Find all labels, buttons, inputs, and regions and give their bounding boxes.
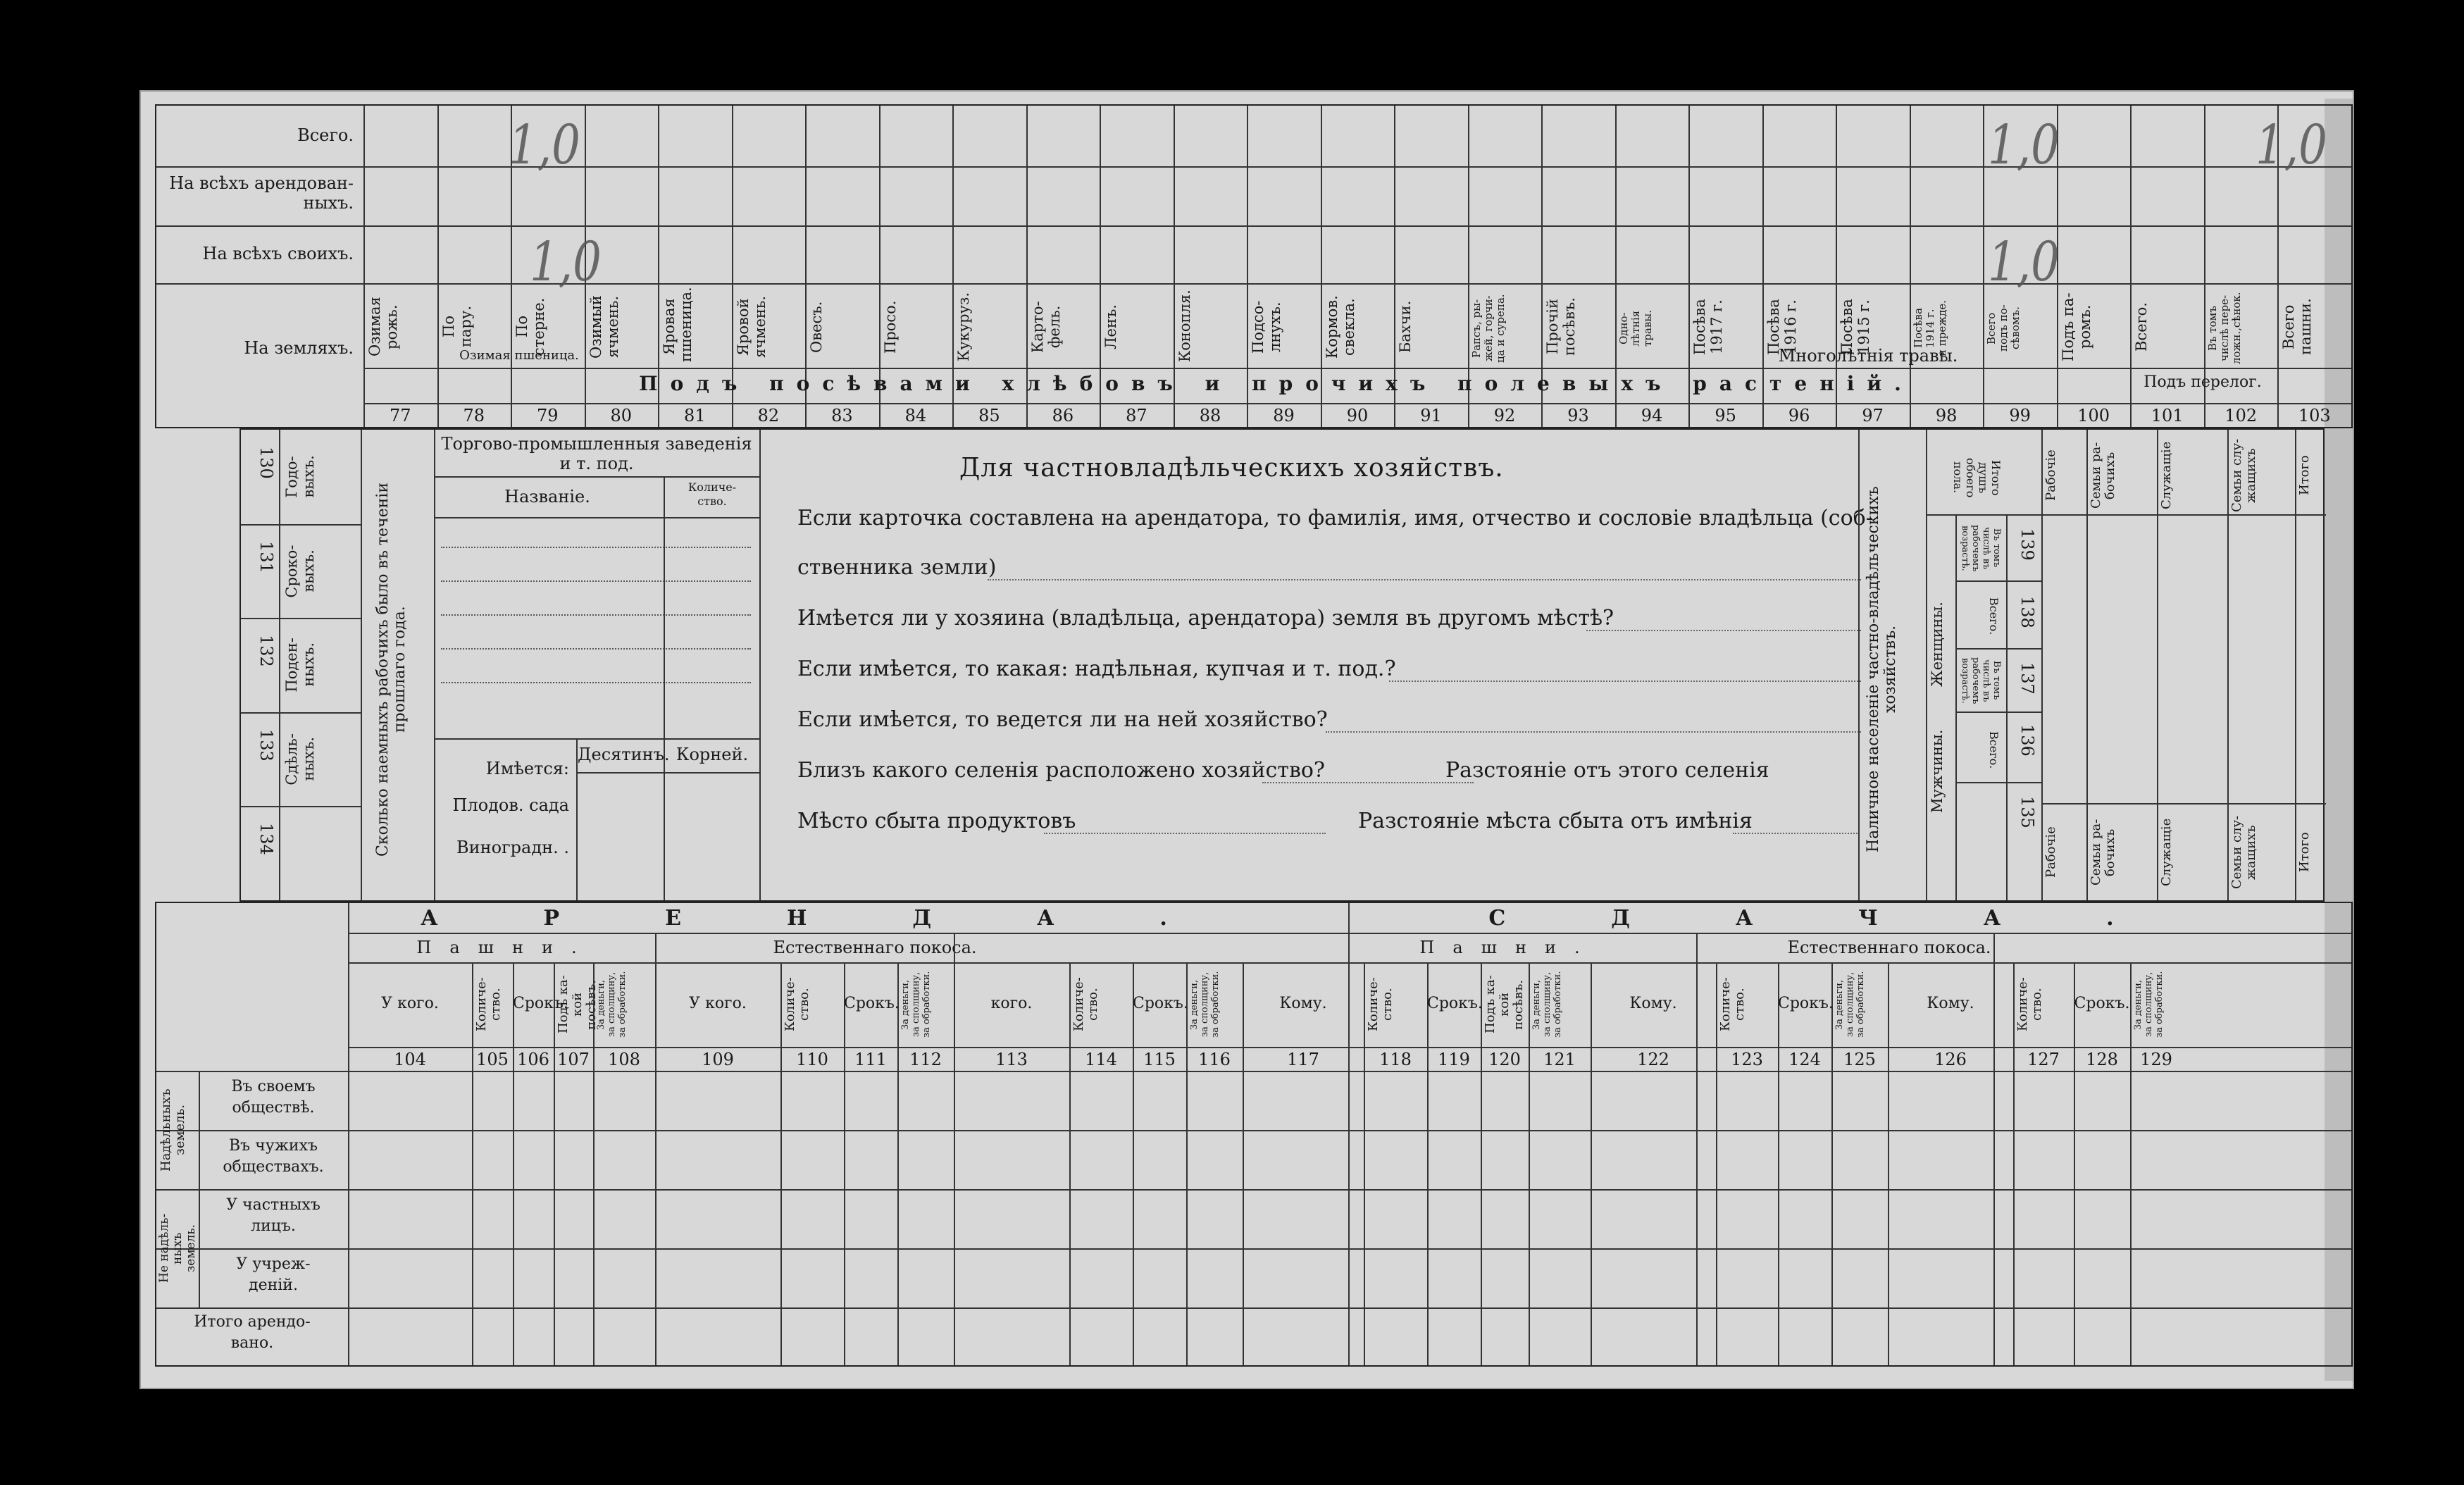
column-number: 84 [904,406,927,425]
column-header: Рапсъ, ры- жей, горчи- ца и сурепа. [1469,294,1507,363]
plodov-sada-label: Плодов. сада [452,795,569,815]
column-line [897,962,899,1365]
column-number: 119 [1438,1050,1470,1069]
column-header: Конопля. [1176,290,1193,362]
row-label-svoikh: На всѣхъ своихъ. [202,244,354,263]
column-number: 103 [2298,406,2331,425]
column-number: 83 [831,406,853,425]
column-number: 107 [557,1050,590,1069]
column-header: Всего пашни. [2280,298,2315,356]
column-number: 95 [1715,406,1736,425]
column-header: Посѣва 1916 г. [1765,299,1799,355]
question-village: Близъ какого селенiя расположено хозяйство? [797,758,1325,783]
column-header: Озимая рожь. [366,297,400,357]
row-label: Сроко- выхъ. [283,544,317,597]
column-header: Яровая пшеница. [661,287,695,362]
column-number: 113 [995,1050,1028,1069]
estestv-sdacha: Естественнаго покоса. [1787,938,1991,957]
population-footer: Семьи ра- бочихъ [2089,819,2117,886]
question-land-type: Если имѣется, то какая: надѣльная, купчая и т. под.? [797,657,1396,681]
column-header: Срокъ. [1427,995,1483,1012]
column-header: Срокъ. [844,995,900,1012]
column-line [1427,962,1429,1365]
korney-header: Корней. [676,745,749,764]
v-tom-rab-women: Въ томъ числѣ въ рабочемъ возрастѣ. [1960,524,2002,572]
handwritten-value: 1,0 [2255,114,2327,178]
column-line [363,106,365,427]
column-header: По пару. [440,306,474,348]
row-label: Годо- выхъ. [283,455,317,499]
column-header: Подъ па- ромъ. [2059,292,2093,361]
column-line [780,962,782,1365]
column-line [1186,962,1188,1365]
column-header: Количе- ство. [474,977,503,1032]
nalichnoe-naselenie-label: Наличное населенiе частно-владѣльческихъ хозяйствъ. [1865,486,1899,852]
population-header: Служащiе [2159,441,2174,510]
handwritten-value: 1,0 [530,231,602,294]
column-header: Срокъ. [513,995,568,1012]
column-line [2013,962,2015,1365]
column-header: За деньги, за сполщину, за обработки. [2133,971,2165,1038]
column-number: 89 [1273,406,1295,425]
column-header: За деньги, за сполщину, за обработки. [900,971,932,1038]
row-label-na-zemlyakh: На земляхъ. [244,338,354,358]
divider [241,806,361,807]
column-line [2074,962,2075,1365]
v-tom-rab-men: Въ томъ числѣ въ рабочемъ возрастѣ. [1960,657,2002,704]
column-header: Овесъ. [808,301,826,353]
column-number: 90 [1346,406,1369,425]
column-number: 104 [394,1050,426,1069]
column-number: 92 [1493,406,1516,425]
column-line [593,962,595,1365]
column-number: 78 [463,406,485,425]
column-header: Количе- ство. [1366,977,1395,1032]
column-number: 108 [608,1050,640,1069]
population-header: Рабочiе [2043,449,2058,502]
column-line [1831,962,1833,1365]
column-line [1364,962,1365,1365]
col-number: 136 [2017,724,2037,757]
column-line [1481,962,1482,1365]
row-label [283,813,356,893]
column-header: Всего. [2133,302,2151,352]
divider [241,618,361,619]
column-header: Подъ ка- кой посѣвъ. [556,975,599,1034]
column-line [1069,962,1071,1365]
row-uchrezhdeniy: У учреж- денiй. [236,1255,311,1294]
column-header: Срокъ. [1133,995,1188,1012]
column-header: Одно- лѣтнiя травы. [1617,310,1654,347]
column-number: 120 [1488,1050,1521,1069]
column-number: 118 [1379,1050,1412,1069]
column-header: За деньги, за сполщину, за обработки. [596,971,628,1038]
handwritten-value: 1,0 [509,114,580,178]
population-footer: Итого [2297,832,2312,873]
column-number: 105 [476,1050,509,1069]
estestv-arenda: Естественнаго покоса. [773,938,977,957]
column-line [1243,962,1244,1365]
torgovo-title: Торгово-промышленныя заведенiя и т. под. [441,434,752,473]
column-number: 123 [1731,1050,1763,1069]
column-number: 81 [684,406,706,425]
row-number: 132 [256,635,276,667]
column-number: 126 [1934,1050,1967,1069]
column-number: 114 [1085,1050,1117,1069]
column-number: 112 [909,1050,942,1069]
column-line [1133,962,1134,1365]
itogo-dush-label: Итого душъ обоего пола. [1951,457,2003,498]
column-header: Кому. [1279,995,1327,1012]
column-header: Ленъ. [1102,304,1120,349]
column-line [1716,962,1717,1365]
column-header: Срокъ. [2074,995,2130,1012]
column-number: 80 [610,406,633,425]
column-header: За деньги, за сполщину, за обработки. [1189,971,1221,1038]
column-header: Яровой ячмень. [734,296,769,358]
column-header: Всего подъ по- сѣвомъ. [1985,304,2022,352]
column-header: По стерне. [514,297,548,356]
ne-nadel-label: Не надѣль- ныхъ земель. [157,1213,198,1284]
column-number: 85 [978,406,1000,425]
muzhchiny-label: Мужчины. [1929,729,1946,814]
population-header: Семьи слу- жащихъ [2229,438,2258,513]
pod-perelog-label: Подъ перелог. [2143,373,2262,391]
column-number: 125 [1843,1050,1876,1069]
column-line [954,962,955,1365]
population-footer: Рабочiе [2043,826,2058,878]
column-header: Бахчи. [1397,300,1414,354]
population-header: Семьи ра- бочихъ [2089,442,2117,509]
row-chastnykh: У частныхъ лицъ. [226,1196,321,1235]
col-number: 138 [2017,596,2037,628]
pashni-sdacha: Пашни. [1419,938,1598,957]
zhenshchiny-label: Женщины. [1929,602,1946,688]
question-owner: Если карточка составлена на арендатора, то фамилiя, имя, отчество и сословiе владѣльца (соб- [797,506,1873,530]
row-label: Поден- ныхъ. [283,638,317,692]
column-number: 127 [2027,1050,2060,1069]
imeetsya-label: Имѣется: [485,759,569,778]
row-itogo: Итого арендо- вано. [194,1313,311,1352]
column-number: 122 [1637,1050,1669,1069]
column-header: Кому. [1927,995,1974,1012]
vsego-women: Всего. [1987,597,2001,635]
row-chuzhikh: Въ чужихъ обществахъ. [223,1137,324,1176]
middle-block [239,428,2325,902]
column-number: 82 [757,406,780,425]
column-number: 97 [1862,406,1884,425]
column-header: Количе- ство. [2015,977,2044,1032]
column-line [1888,962,1889,1365]
column-number: 116 [1198,1050,1231,1069]
column-header: кого. [990,995,1033,1012]
row-number: 134 [256,823,276,856]
column-header: Количе- ство. [783,977,811,1032]
row-svoem: Въ своемъ обществѣ. [231,1078,316,1117]
column-number: 124 [1788,1050,1821,1069]
sdacha-banner: СДАЧА. [1488,906,2220,931]
column-header: Озимый ячмень. [587,295,621,359]
column-number: 117 [1287,1050,1319,1069]
row-number: 131 [256,540,276,573]
column-number: 94 [1641,406,1663,425]
column-number: 121 [1543,1050,1576,1069]
col-number: 139 [2017,528,2037,561]
row-number: 130 [256,447,276,479]
column-line [1778,962,1779,1365]
column-header: Подсо- лнухъ. [1250,300,1284,354]
question-other-land: Имѣется ли у хозяина (владѣльца, арендатора) земля въ другомъ мѣстѣ? [797,606,1614,630]
column-header: Посѣва 1915 г. [1838,299,1873,355]
column-header: За деньги, за сполщину, за обработки. [1531,971,1563,1038]
column-header: Посѣва 1914 г. и прежде. [1911,300,1948,356]
column-header: Количе- ство. [1718,977,1747,1032]
column-header: Количе- ство. [1071,977,1100,1032]
column-line [655,962,657,1365]
row-label: Сдѣль- ныхъ. [283,733,317,785]
column-number: 77 [389,406,411,425]
population-header: Итого [2297,455,2312,496]
column-number: 86 [1052,406,1074,425]
distance-village-label: Разстоянiе отъ этого селенiя [1445,758,1769,783]
question-owner-cont: ственника земли) [797,555,997,580]
column-header: Въ томъ числѣ пере- ложн.,сѣнок. [2205,292,2243,365]
kolichestvo-header: Количе- ство. [687,480,737,508]
question-market: Мѣсто сбыта продуктовъ [797,809,1076,833]
column-line [472,962,473,1365]
column-header: Подъ ка- кой посѣвъ. [1483,975,1526,1034]
column-line [1591,962,1592,1365]
column-line [844,962,845,1365]
nazvanie-header: Названiе. [504,487,590,507]
column-number: 111 [854,1050,887,1069]
ozimaya-label: Озимая пшеница. [459,348,579,363]
column-number: 79 [537,406,559,425]
column-header: Посѣва 1917 г. [1691,299,1726,355]
column-number: 115 [1143,1050,1176,1069]
column-number: 110 [796,1050,828,1069]
nadel-label: Надѣльныхъ земель. [158,1088,187,1172]
arenda-banner: АРЕНДА. [421,906,1273,931]
column-number: 87 [1126,406,1147,425]
column-header: Кормов. свекла. [1323,295,1357,359]
column-header: Просо. [881,300,899,354]
population-footer: Служащiе [2159,818,2174,887]
handwritten-value: 1,0 [1988,231,2060,294]
column-header: Срокъ. [1778,995,1834,1012]
chastnovladelcheskikh-title: Для частновладѣльческихъ хозяйствъ. [959,454,1504,483]
question-farming: Если имѣется, то ведется ли на ней хозяйство? [797,707,1328,732]
mnogoletnie-label: Многолѣтнiя травы. [1778,346,1958,366]
divider [241,524,361,526]
column-number: 100 [2077,406,2110,425]
column-header: За деньги, за сполщину, за обработки. [1834,971,1866,1038]
divider [2041,803,2326,804]
column-number: 109 [702,1050,734,1069]
column-line [513,962,514,1365]
vsego-men: Всего. [1987,731,2001,769]
column-number: 128 [2086,1050,2118,1069]
column-number: 91 [1420,406,1442,425]
column-number: 106 [517,1050,549,1069]
pod-posevami-banner: Подъ посѣвами хлѣбовъ и прочихъ полевыхъ растенiй. [639,372,1914,395]
column-line [1529,962,1530,1365]
column-number: 102 [2225,406,2258,425]
col-number: 137 [2017,662,2037,695]
column-number: 93 [1567,406,1589,425]
column-header: Кому. [1629,995,1677,1012]
row-number: 133 [256,728,276,762]
column-header: У кого. [689,995,747,1012]
divider [2041,514,2326,516]
vinograd-label: Виноградн. . [456,838,569,857]
column-line [2130,962,2132,1365]
divider [363,368,2351,369]
sown-area-table [155,104,2353,428]
population-footer: Семьи слу- жащихъ [2229,815,2258,890]
arenda-sdacha-table [155,902,2353,1367]
column-number: 96 [1788,406,1810,425]
naemnye-rabochie-label: Сколько наемныхъ рабочихъ было въ теченiи прошлаго года. [374,482,409,857]
column-header: Карто- фель. [1028,301,1063,353]
desyatin-header: Десятинъ. [578,745,670,764]
column-number: 101 [2151,406,2184,425]
column-header: Кукуруз. [955,292,973,362]
column-header: Прочiй посѣвъ. [1544,297,1579,356]
distance-market-label: Разстоянiе мѣста сбыта отъ имѣнiя [1358,809,1753,833]
handwritten-value: 1,0 [1988,114,2060,178]
column-line [554,962,555,1365]
column-number: 99 [2009,406,2031,425]
column-number: 129 [2140,1050,2172,1069]
col-number: 135 [2017,796,2037,828]
pashni-arenda: Пашни. [416,938,595,957]
column-number: 88 [1199,406,1221,425]
column-number: 98 [1935,406,1958,425]
row-label-vsego: Всего. [297,125,354,145]
row-label-arendovannykh: На всѣхъ арендован- ныхъ. [169,173,354,213]
column-line [348,962,349,1365]
divider [241,712,361,714]
column-header: У кого. [381,995,439,1012]
